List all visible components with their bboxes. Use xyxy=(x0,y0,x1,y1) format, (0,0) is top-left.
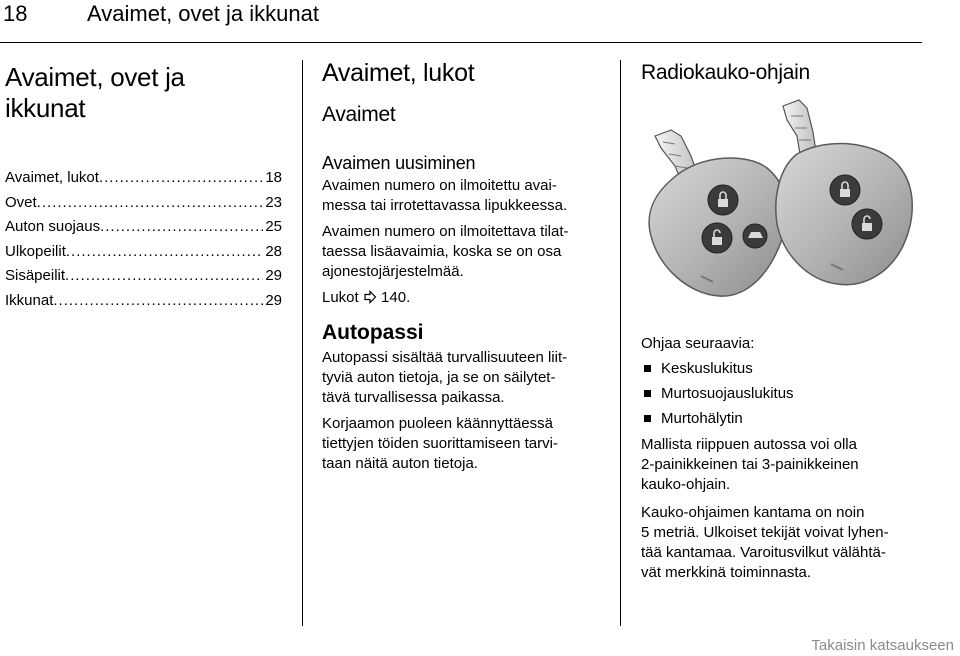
locks-ref-label: Lukot xyxy=(322,289,359,306)
column-divider-left xyxy=(302,60,303,626)
keys-locks-column xyxy=(322,58,607,474)
toc-entry-label: Ikkunat xyxy=(5,291,54,309)
toc-entry-page: 29 xyxy=(265,267,282,285)
list-item xyxy=(641,406,931,431)
padlock-closed-icon xyxy=(718,199,728,207)
toc-entry-label: Ovet xyxy=(5,193,37,211)
text-line: tävä turvallisessa paikassa. xyxy=(322,389,505,406)
replacing-paragraph-1 xyxy=(322,176,607,216)
toc-leader-dots xyxy=(100,215,263,240)
toc-entry-label: Ulkopeilit xyxy=(5,242,66,260)
chapter-title-line1: Avaimet, ovet ja xyxy=(5,62,185,92)
toc-entry[interactable] xyxy=(5,166,282,191)
toc-entry-page: 23 xyxy=(265,193,282,211)
toc-leader-dots xyxy=(99,166,263,191)
list-item-label: Keskuslukitus xyxy=(661,360,753,377)
autopass-heading: Autopassi xyxy=(322,321,424,344)
text-line: Autopassi sisältää turvallisuuteen liit- xyxy=(322,349,568,366)
list-item xyxy=(641,381,931,406)
toc-entry-page: 25 xyxy=(265,218,282,236)
toc-entry[interactable] xyxy=(5,191,282,216)
running-header-title: Avaimet, ovet ja ikkunat xyxy=(87,1,319,26)
toc-entry-page: 29 xyxy=(265,291,282,309)
list-item-label: Murtosuojauslukitus xyxy=(661,385,794,402)
toc-entry-label: Avaimet, lukot xyxy=(5,169,99,186)
toc-entry-label: Sisäpeilit xyxy=(5,267,66,285)
text-line: messa tai irrotettavassa lipukkeessa. xyxy=(322,197,568,214)
remote-variants-paragraph xyxy=(641,435,931,495)
toc-entry[interactable] xyxy=(5,215,282,240)
controls-intro: Ohjaa seuraavia: xyxy=(641,335,755,352)
text-line: 5 metriä. Ulkoiset tekijät voivat lyhen- xyxy=(641,524,889,541)
bullet-square-icon xyxy=(644,365,651,372)
toc-entry[interactable] xyxy=(5,240,282,265)
radio-remote-title: Radiokauko-ohjain xyxy=(641,61,810,84)
toc-leader-dots xyxy=(66,240,263,265)
replacing-keys-heading: Avaimen uusiminen xyxy=(322,153,476,173)
text-line: taessa lisäavaimia, koska se on osa xyxy=(322,243,562,260)
page-number: 18 xyxy=(3,1,28,26)
page-reference-arrow-icon xyxy=(363,290,377,304)
toc-entry-label: Auton suojaus xyxy=(5,218,101,236)
replacing-paragraph-2 xyxy=(322,222,607,282)
text-line: taan näitä auton tietoja. xyxy=(322,455,478,472)
toc-leader-dots xyxy=(65,264,263,289)
toc-leader-dots xyxy=(37,191,264,216)
list-item xyxy=(641,356,931,381)
bullet-square-icon xyxy=(644,415,651,422)
text-line: vät merkkinä toiminnasta. xyxy=(641,564,812,581)
toc-entry-page: 18 xyxy=(265,169,282,186)
toc-entry[interactable] xyxy=(5,264,282,289)
toc-entry-page: 28 xyxy=(265,242,282,260)
remote-keys-drawing xyxy=(641,96,923,322)
text-line: tyviä auton tietoja, ja se on säilytet- xyxy=(322,369,556,386)
subsection-title: Avaimet xyxy=(322,103,396,126)
list-item-label: Murtohälytin xyxy=(661,410,743,427)
locks-ref-page: 140. xyxy=(381,289,411,306)
autopass-paragraph-2 xyxy=(322,414,607,474)
text-line: tää kantamaa. Varoitusvilkut välähtä- xyxy=(641,544,886,561)
back-to-overview-link[interactable]: Takaisin katsaukseen xyxy=(811,637,954,654)
column-divider-right xyxy=(620,60,621,626)
text-line: Avaimen numero on ilmoitettava tilat- xyxy=(322,223,569,240)
text-line: tiettyjen töiden suorittamiseen tarvi- xyxy=(322,435,558,452)
section-title: Avaimet, lukot xyxy=(322,59,475,87)
text-line: kauko-ohjain. xyxy=(641,476,731,493)
text-line: Mallista riippuen autossa voi olla xyxy=(641,436,857,453)
bullet-square-icon xyxy=(644,390,651,397)
text-line: Korjaamon puoleen käännyttäessä xyxy=(322,415,553,432)
padlock-open-icon xyxy=(712,237,722,245)
chapter-title xyxy=(5,62,285,124)
toc-entry[interactable] xyxy=(5,289,282,314)
text-line: Kauko-ohjaimen kantama on noin xyxy=(641,504,865,521)
text-line: Avaimen numero on ilmoitettu avai- xyxy=(322,177,557,194)
controls-list xyxy=(641,356,931,431)
remote-range-paragraph xyxy=(641,503,931,583)
chapter-contents-column xyxy=(5,62,285,314)
padlock-closed-icon xyxy=(840,189,850,197)
text-line: ajonestojärjestelmää. xyxy=(322,263,464,280)
toc-leader-dots xyxy=(53,289,263,314)
text-line: 2-painikkeinen tai 3-painikkeinen xyxy=(641,456,859,473)
header-rule xyxy=(0,42,922,43)
autopass-paragraph-1 xyxy=(322,348,607,408)
locks-cross-reference[interactable] xyxy=(322,288,607,308)
chapter-title-line2: ikkunat xyxy=(5,93,86,123)
radio-remote-column xyxy=(641,58,931,583)
table-of-contents xyxy=(5,166,285,314)
remote-key-illustration xyxy=(641,96,923,322)
padlock-open-icon xyxy=(862,223,872,231)
